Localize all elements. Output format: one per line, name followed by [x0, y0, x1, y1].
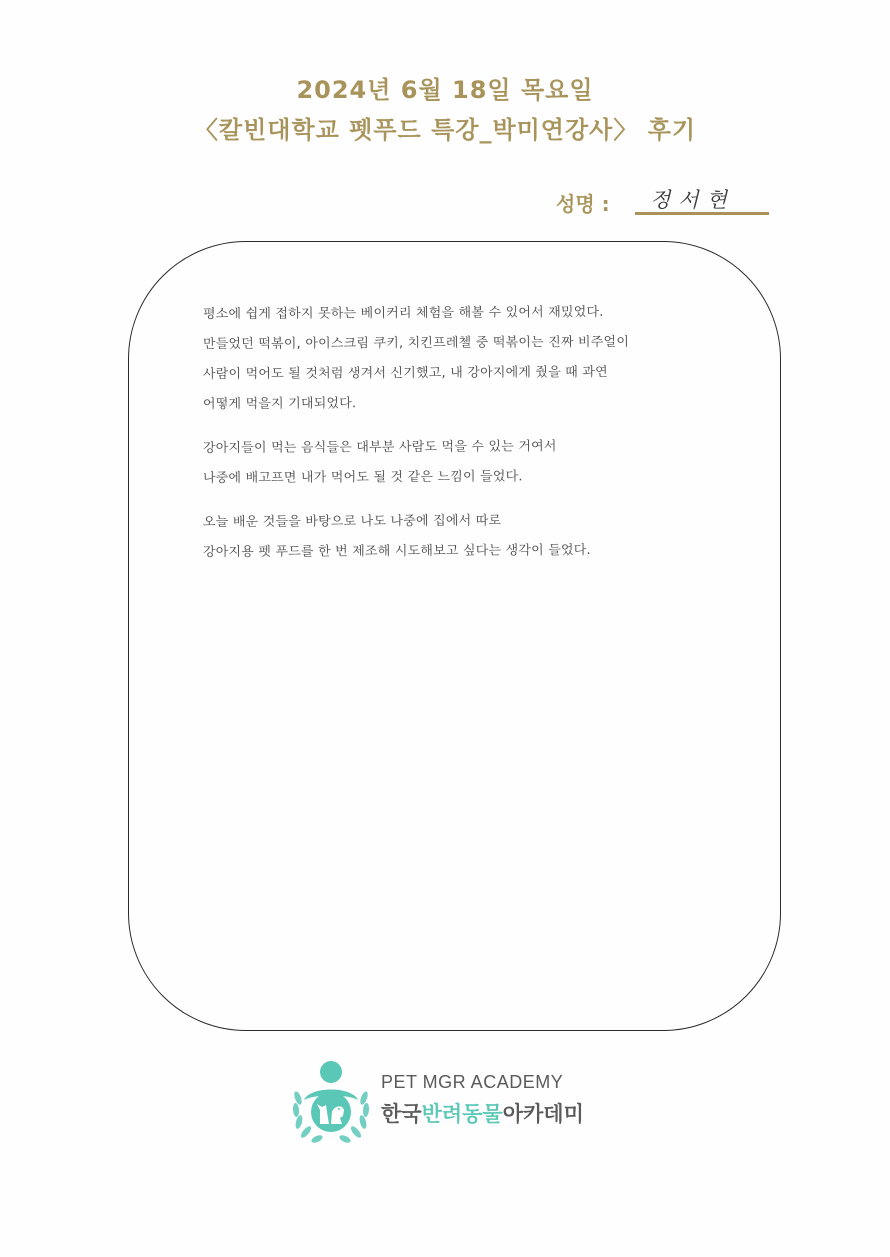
review-line: 평소에 쉽게 접하지 못하는 베이커리 체험을 해볼 수 있어서 재밌었다.: [202, 304, 604, 322]
review-line: 나중에 배고프면 내가 먹어도 될 것 같은 느낌이 들었다.: [202, 469, 523, 486]
review-line: 강아지들이 먹는 음식들은 대부분 사람도 먹을 수 있는 거여서: [202, 439, 557, 456]
review-line: 오늘 배운 것들을 바탕으로 나도 나중에 집에서 따로: [202, 513, 502, 530]
academy-name-english: PET MGR ACADEMY: [381, 1072, 564, 1092]
review-text: [203, 300, 703, 568]
review-line: 강아지용 펫 푸드를 한 번 제조해 시도해보고 싶다는 생각이 들었다.: [202, 542, 591, 560]
review-line: 어떻게 먹을지 기대되었다.: [202, 396, 357, 412]
pet-academy-logo-icon: [286, 1058, 376, 1146]
academy-name-part: 아카데미: [502, 1102, 584, 1126]
name-value: 정서현: [650, 188, 735, 212]
name-underline: [635, 212, 769, 215]
name-label: 성명 :: [556, 192, 610, 216]
document-date: 2024년 6월 18일 목요일: [296, 76, 594, 104]
name-field: [556, 184, 776, 220]
review-line: 사람이 먹어도 될 것처럼 생겨서 신기했고, 내 강아지에게 줬을 때 과연: [202, 364, 608, 382]
document-title: 〈칼빈대학교 펫푸드 특강_박미연강사〉 후기: [193, 116, 697, 144]
review-line: 만들었던 떡볶이, 아이스크림 쿠키, 치킨프레첼 중 떡볶이는 진짜 비주얼이: [202, 334, 630, 352]
academy-name-korean: [381, 1098, 584, 1128]
academy-name-part: 한국: [381, 1102, 422, 1126]
academy-name-accent: 반려동물: [421, 1102, 503, 1126]
